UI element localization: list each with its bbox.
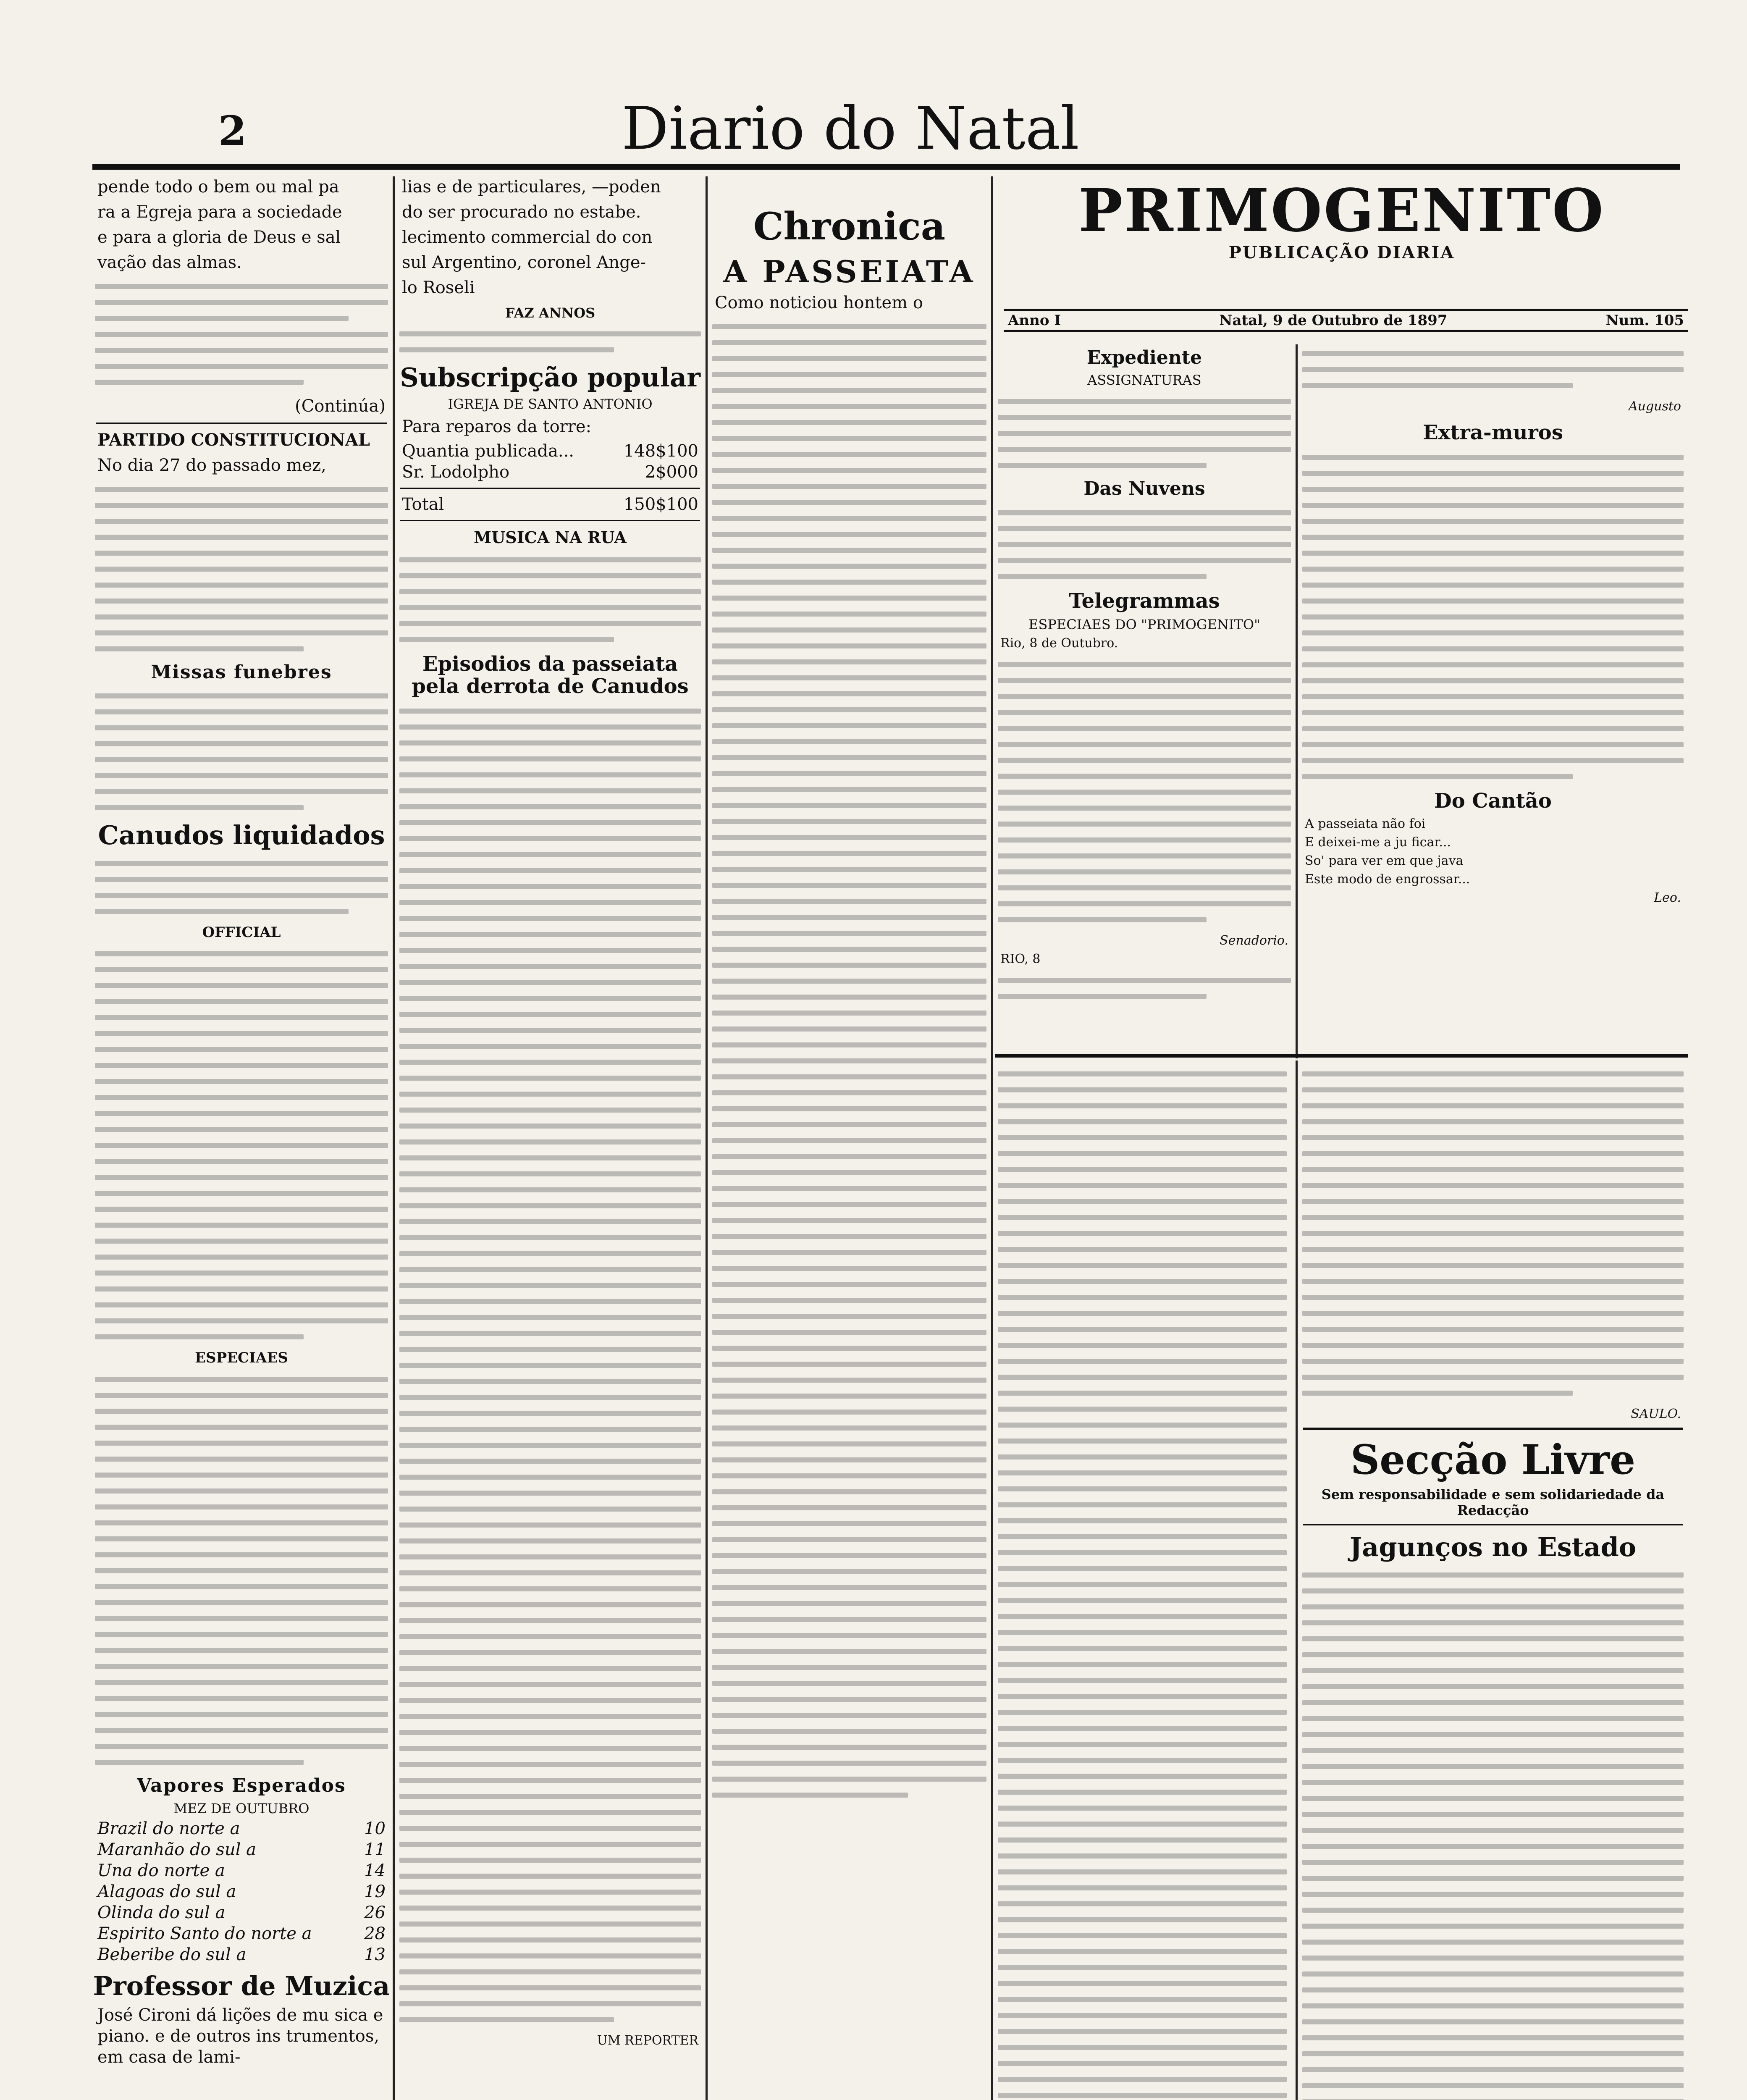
lodolpho-row: Sr. Lodolpho 2$000 xyxy=(402,462,698,482)
continued-note: (Continúa) xyxy=(295,396,386,416)
faz-annos-heading: FAZ ANNOS xyxy=(505,305,595,321)
vapor-row: Beberibe do sul a 13 xyxy=(97,1945,386,1964)
das-nuvens-heading: Das Nuvens xyxy=(1083,478,1205,500)
quantia-row: Quantia publicada... 148$100 xyxy=(402,441,698,461)
column-5 xyxy=(1300,340,1686,1054)
vapores-subheading: MEZ DE OUTUBRO xyxy=(173,1800,310,1816)
vapor-row: Una do norte a 14 xyxy=(97,1861,386,1880)
senadorio-signature: Senadorio. xyxy=(1220,933,1288,948)
column-divider xyxy=(1296,1060,1298,2100)
reparos-label: Para reparos da torre: xyxy=(402,417,592,437)
canudos-heading: Canudos liquidados xyxy=(98,820,385,851)
chronica-heading: Chronica xyxy=(753,204,946,249)
subscripcao-heading: Subscripção popular xyxy=(400,362,700,393)
column-divider xyxy=(991,176,993,2100)
column-divider xyxy=(393,176,395,2100)
jaguncos-heading: Jagunços no Estado xyxy=(1349,1531,1637,1562)
extra-muros-heading: Extra-muros xyxy=(1423,421,1563,444)
primogenito-title: PRIMOGENITO xyxy=(1078,176,1605,245)
column-4 xyxy=(995,340,1293,1054)
page-number: 2 xyxy=(218,107,247,155)
newspaper-title: Diario do Natal xyxy=(622,94,1079,163)
telegram-text xyxy=(92,1377,391,1765)
do-cantao-heading: Do Cantão xyxy=(1434,789,1552,813)
issue-number: Num. 105 xyxy=(1605,312,1684,329)
augusto-signature: Augusto xyxy=(1628,399,1681,414)
telegrammas-heading: Telegrammas xyxy=(1069,589,1220,613)
cantao-line: So' para ver em que java xyxy=(1305,853,1464,868)
vapores-heading: Vapores Esperados xyxy=(137,1775,346,1797)
primogenito-info-bar xyxy=(1004,309,1688,332)
especiaes-label: ESPECIAES xyxy=(195,1349,288,1366)
expediente-heading: Expediente xyxy=(1086,347,1202,368)
issue-date: Natal, 9 de Outubro de 1897 xyxy=(1219,312,1448,329)
musica-heading: MUSICA NA RUA xyxy=(474,528,627,547)
section-divider xyxy=(995,1054,1688,1058)
telegram-text xyxy=(92,951,391,1339)
article-text xyxy=(92,487,391,651)
cantao-line: E deixei-me a ju ficar... xyxy=(1305,835,1451,850)
column-3 xyxy=(710,172,989,2100)
article-text xyxy=(92,284,391,385)
especiaes-primogenito-label: ESPECIAES DO "PRIMOGENITO" xyxy=(1028,616,1260,633)
column-1 xyxy=(92,172,391,2100)
rio-8-label: RIO, 8 xyxy=(1000,951,1041,966)
professor-text: José Cironi dá lições de mu sica e piano. e de outros ins trumentos, em casa de lami- xyxy=(97,2005,383,2067)
vapor-row: Alagoas do sul a 19 xyxy=(97,1882,386,1901)
igreja-label: IGREJA DE SANTO ANTONIO xyxy=(448,396,653,412)
assignaturas-label: ASSIGNATURAS xyxy=(1087,372,1201,388)
article-text xyxy=(92,861,391,914)
column-4-lower xyxy=(995,1060,1289,2100)
article-text xyxy=(1300,1572,1686,2100)
intro-line: lo Roseli xyxy=(402,278,475,297)
article-text xyxy=(92,693,391,810)
rio-date: Rio, 8 de Outubro. xyxy=(1000,635,1118,651)
intro-line: lias e de particulares, —poden xyxy=(402,177,661,197)
intro-line: pende todo o bem ou mal pa xyxy=(97,177,339,197)
primogenito-subtitle: PUBLICAÇÃO DIARIA xyxy=(1228,243,1455,262)
reporter-signature: UM REPORTER xyxy=(597,2033,698,2048)
partido-heading: PARTIDO CONSTITUCIONAL xyxy=(97,430,370,450)
intro-line: vação das almas. xyxy=(97,253,242,272)
column-divider xyxy=(1296,344,1298,1058)
article-text xyxy=(995,1071,1289,2100)
article-text xyxy=(1300,1071,1686,1396)
column-divider xyxy=(706,176,708,2100)
intro-line: do ser procurado no estabe. xyxy=(402,202,641,222)
intro-line: ra a Egreja para a sociedade xyxy=(97,202,342,222)
seccao-livre-subheading: Sem responsabilidade e sem solidariedade da Redacção xyxy=(1321,1486,1665,1518)
cantao-line: A passeiata não foi xyxy=(1305,816,1426,831)
vapor-row: Maranhão do sul a 11 xyxy=(97,1840,386,1859)
partido-first-line: No dia 27 do passado mez, xyxy=(97,456,326,475)
apasseiata-heading: A PASSEIATA xyxy=(723,254,976,289)
column-2 xyxy=(397,172,703,2100)
professor-heading: Professor de Muzica xyxy=(93,1970,390,2001)
intro-line: lecimento commercial do con xyxy=(402,228,653,247)
article-text xyxy=(710,324,989,1798)
official-label: OFFICIAL xyxy=(202,924,281,941)
column-5-lower xyxy=(1300,1060,1686,2100)
total-row: Total 150$100 xyxy=(402,495,698,514)
article-text xyxy=(397,709,703,2022)
anno-label: Anno I xyxy=(1008,312,1061,329)
leo-signature: Leo. xyxy=(1654,890,1681,905)
masthead-rule xyxy=(92,164,1680,170)
seccao-livre-heading: Secção Livre xyxy=(1350,1436,1636,1483)
cantao-line: Este modo de engrossar... xyxy=(1305,872,1470,887)
vapor-row: Espirito Santo do norte a 28 xyxy=(97,1924,386,1943)
vapor-row: Olinda do sul a 26 xyxy=(97,1903,386,1922)
saulo-signature: SAULO. xyxy=(1631,1407,1681,1421)
episodios-heading: Episodios da passeiata pela derrota de Canudos xyxy=(412,652,689,698)
missas-heading: Missas funebres xyxy=(151,662,332,683)
vapor-row: Brazil do norte a 10 xyxy=(97,1819,386,1838)
intro-line: e para a gloria de Deus e sal xyxy=(97,228,341,247)
intro-line: sul Argentino, coronel Ange- xyxy=(402,253,646,272)
chronica-first-line: Como noticiou hontem o xyxy=(715,293,923,313)
